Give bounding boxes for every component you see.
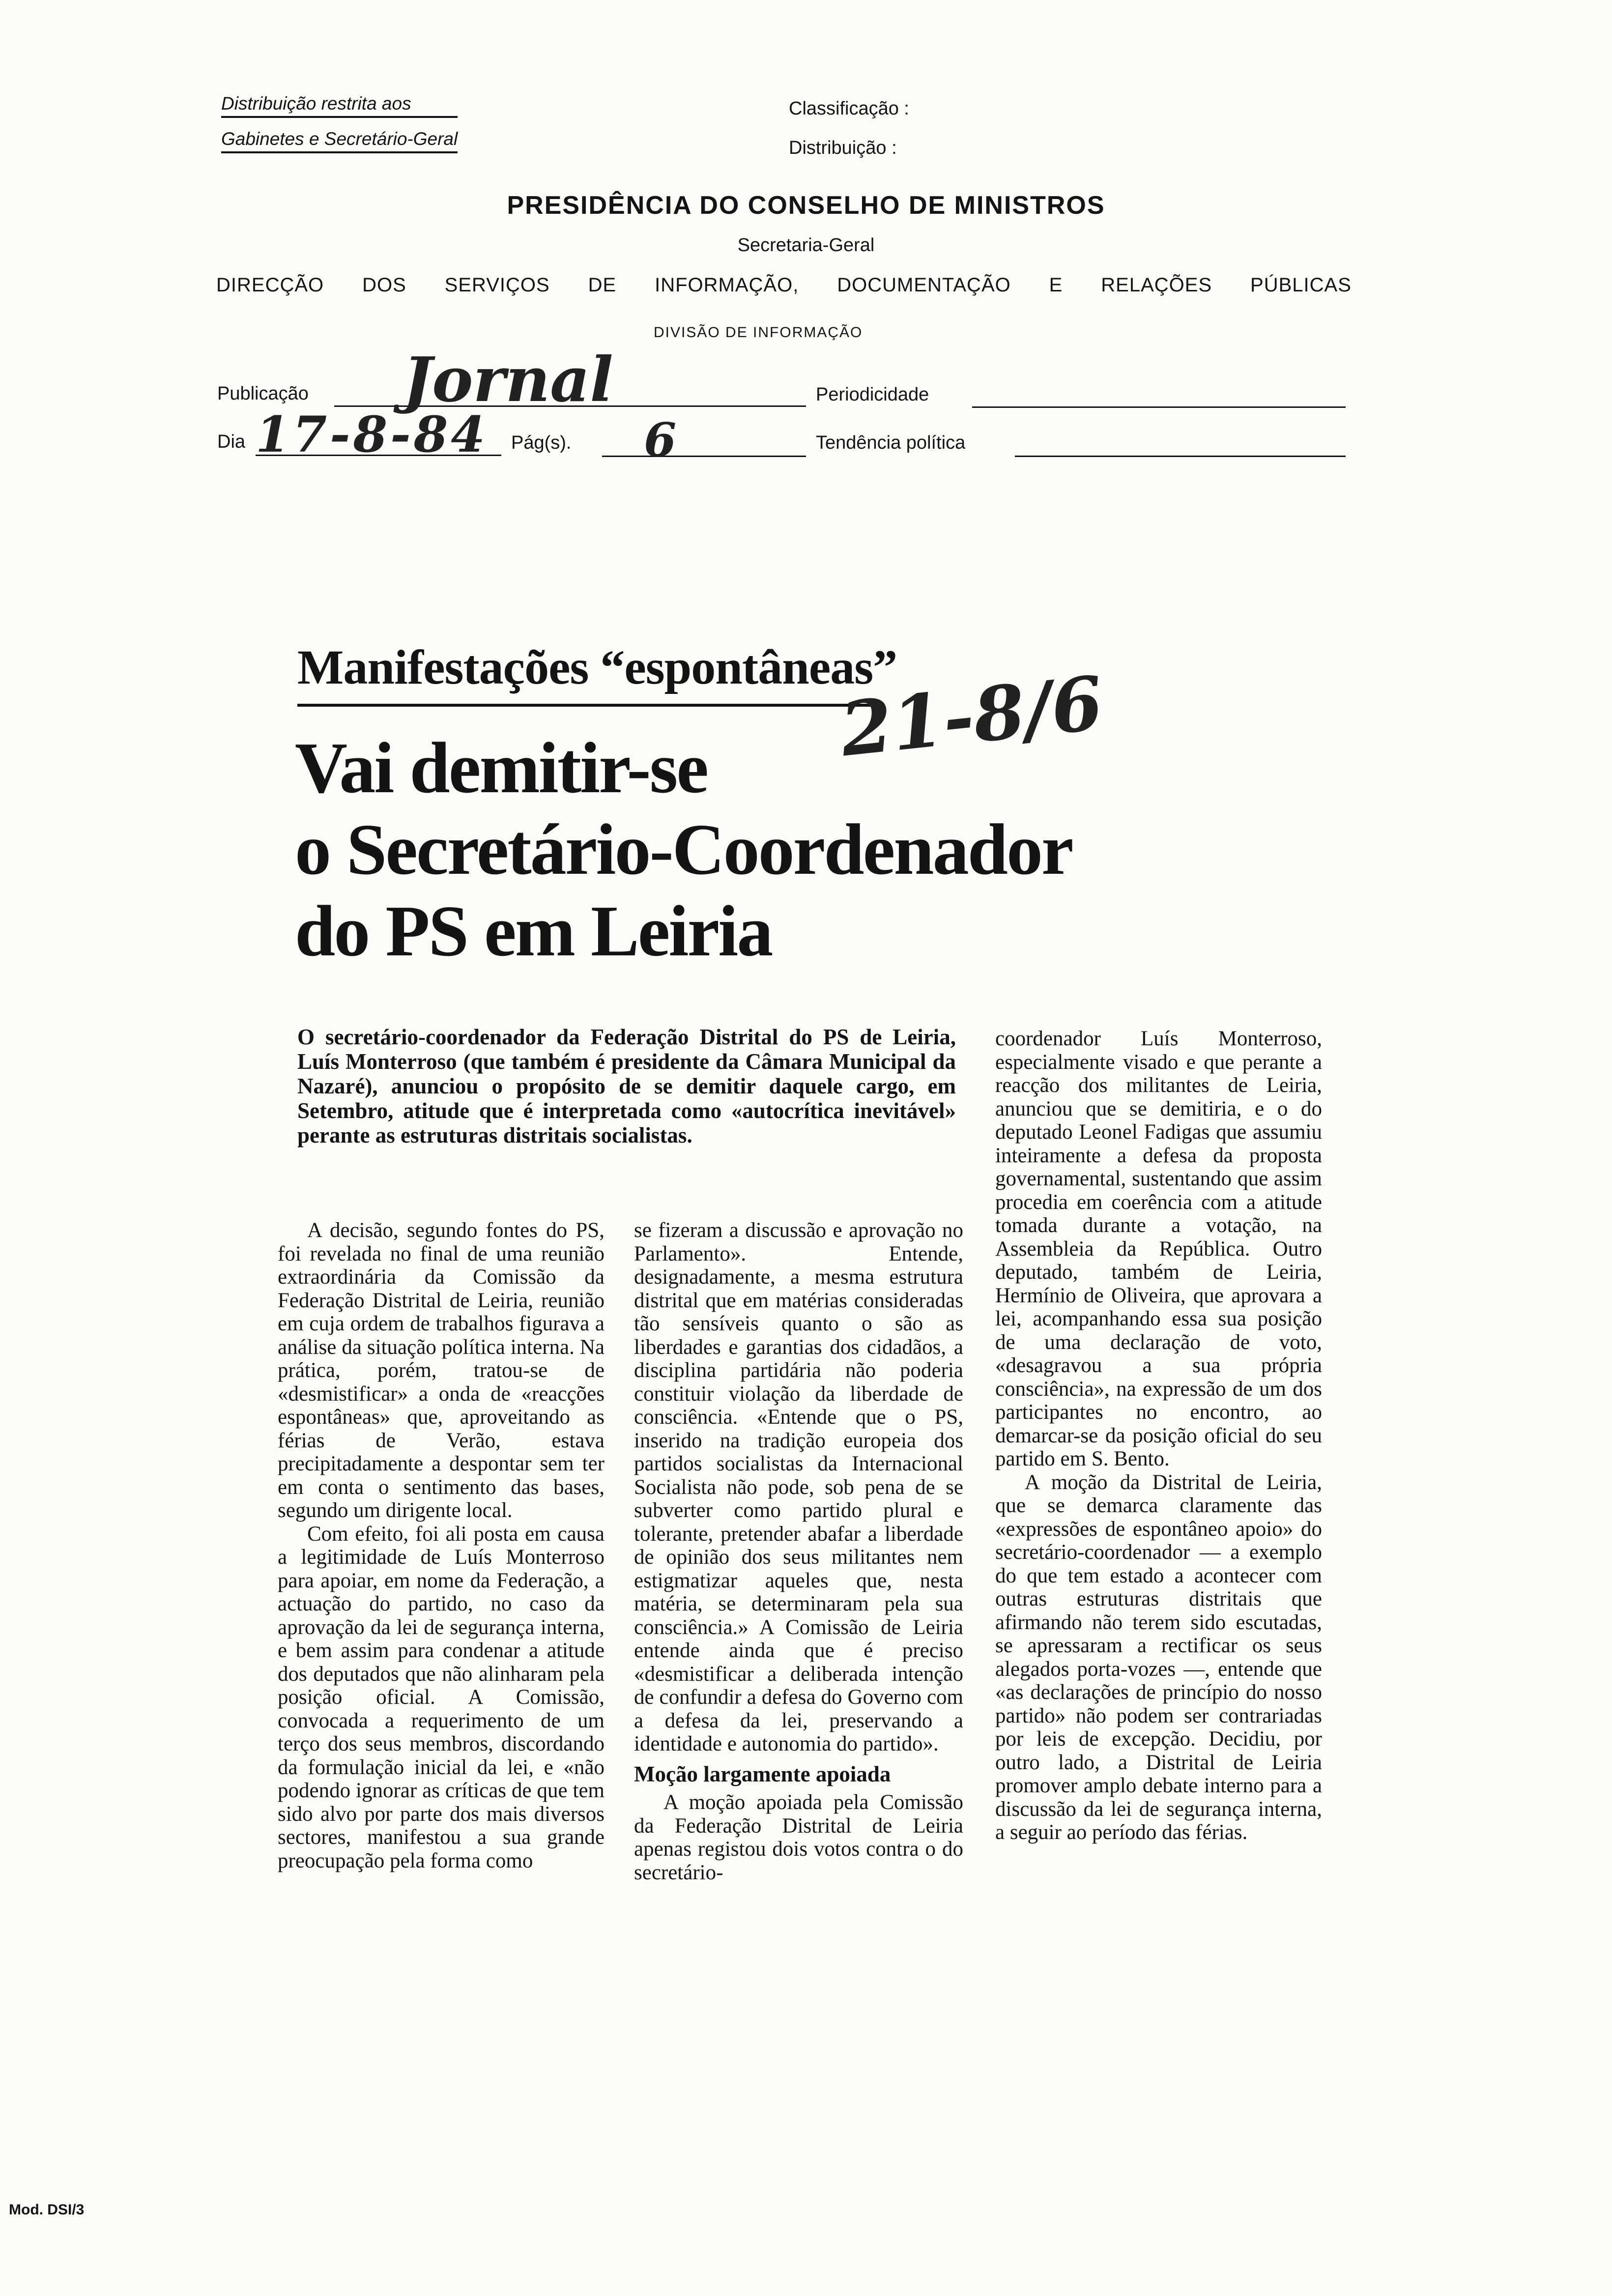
dia-label: Dia bbox=[217, 431, 246, 452]
article-kicker: Manifestações “espontâneas” bbox=[297, 640, 897, 694]
article-column-3 bbox=[995, 1027, 1322, 1844]
form-model-number: Mod. DSI/3 bbox=[9, 2202, 85, 2218]
col2-paragraph-1: se fizeram a discussão e aprovação no Parlamento». Entende, designadamente, a mesma estrutura distrital que em matérias consideradas tão sensíveis quanto o são as liberdades e garantias dos cidadãos, a disciplina partidária não poderia constituir violação da liberdade de consciência. «Entende que o PS, inserido na tradição europeia dos partidos socialistas da Internacional Socialista não pode, sob pena de se subverter como partido plural e tolerante, pretender abafar a liberdade de opinião dos seus militantes nem estigmatizar aqueles que, nesta matéria, se determinaram pela sua consciência.» A Comissão de Leiria entende ainda que é preciso «desmistificar a deliberada intenção de confundir a defesa do Governo com a defesa da lei, preservando a identidade e autonomia do partido». bbox=[634, 1219, 963, 1755]
secretariat-title: Secretaria-Geral bbox=[737, 235, 875, 256]
classificacao-label: Classificação : bbox=[789, 98, 909, 119]
headline-line-2: o Secretário-Coordenador bbox=[295, 809, 1072, 890]
direccao-word: RELAÇÕES bbox=[1101, 274, 1212, 296]
pags-line bbox=[602, 456, 806, 457]
distribuicao-label: Distribuição : bbox=[789, 138, 897, 158]
direccao-word: DOS bbox=[362, 274, 406, 296]
distribution-note bbox=[221, 93, 458, 153]
periodicidade-line bbox=[972, 406, 1346, 408]
dia-handwritten: 17-8-84 bbox=[256, 405, 488, 463]
ministry-title: PRESIDÊNCIA DO CONSELHO DE MINISTROS bbox=[507, 191, 1105, 220]
direccao-word: DIRECÇÃO bbox=[216, 274, 324, 296]
divisao-label: DIVISÃO DE INFORMAÇÃO bbox=[654, 324, 863, 341]
col2-subheading: Moção largamente apoiada bbox=[634, 1761, 891, 1786]
pags-label: Pág(s). bbox=[511, 432, 572, 453]
tendencia-line bbox=[1015, 456, 1346, 457]
pags-handwritten: 6 bbox=[644, 413, 677, 467]
direccao-word: SERVIÇOS bbox=[444, 274, 550, 296]
col1-paragraph-2: Com efeito, foi ali posta em causa a legitimidade de Luís Monterroso para apoiar, em nome da Federação, a actuação do partido, no caso da aprovação da lei de segurança interna, e bem assim para condenar a atitude dos deputados que não alinharam pela posição oficial. A Comissão, convocada a requerimento de um terço dos seus membros, discordando da formulação inicial da lei, e «não podendo ignorar as críticas de que tem sido alvo por parte dos mais diversos sectores, manifestou a sua grande preocupação pela forma como bbox=[278, 1522, 604, 1872]
headline-line-1: Vai demitir-se bbox=[295, 728, 707, 808]
distribution-line-2: Gabinetes e Secretário-Geral bbox=[221, 129, 458, 153]
handwritten-annotation: 21-8/6 bbox=[836, 660, 1107, 774]
col3-paragraph-2: A moção da Distrital de Leiria, que se demarca claramente das «expressões de espontâneo apoio» do secretário-coordenador — a exemplo do que tem estado a acontecer com outras estruturas distritais que afirmando não terem sido escutadas, se apressaram a rectificar os seus alegados porta-vozes —, entende que «as declarações de princípio do nosso partido» não podem ser contrariadas por leis de excepção. Decidiu, por outro lado, a Distrital de Leiria promover amplo debate interno para a discussão da lei de segurança interna, a seguir ao período das férias. bbox=[995, 1470, 1322, 1844]
col1-paragraph-1: A decisão, segundo fontes do PS, foi revelada no final de uma reunião extraordinária da Comissão da Federação Distrital de Leiria, reunião em cuja ordem de trabalhos figurava a análise da situação política interna. Na prática, porém, tratou-se de «desmistificar» a onda de «reacções espontâneas» que, aproveitando as férias de Verão, estava precipitadamente a despontar sem ter em conta o sentimento das bases, segundo um dirigente local. bbox=[278, 1219, 604, 1522]
col3-paragraph-1: coordenador Luís Monterroso, especialmente visado e que perante a reacção dos militantes de Leiria, anunciou que se demitiria, e o do deputado Leonel Fadigas que assumiu inteiramente a defesa da proposta governamental, sustentando que assim procedia em coerência com a atitude tomada durante a votação, na Assembleia da República. Outro deputado, também de Leiria, Hermínio de Oliveira, que aprovara a lei, acompanhando essa sua posição de uma declaração de voto, «desagravou a sua própria consciência», na expressão de um dos participantes no encontro, ao demarcar-se da posição oficial do seu partido em S. Bento. bbox=[995, 1027, 1322, 1470]
direccao-word: DOCUMENTAÇÃO bbox=[837, 274, 1011, 296]
direccao-word: E bbox=[1049, 274, 1063, 296]
kicker-rule bbox=[297, 704, 882, 707]
periodicidade-label: Periodicidade bbox=[816, 384, 929, 405]
col2-paragraph-2: A moção apoiada pela Comissão da Federação Distrital de Leiria apenas registou dois votos contra o do secretário- bbox=[634, 1791, 963, 1884]
direccao-word: DE bbox=[588, 274, 617, 296]
article-column-2 bbox=[634, 1219, 963, 1884]
article-headline bbox=[295, 727, 1072, 972]
publicacao-handwritten: Jornal bbox=[403, 344, 613, 416]
distribution-line-1: Distribuição restrita aos bbox=[221, 93, 458, 118]
headline-line-3: do PS em Leiria bbox=[295, 891, 772, 972]
direccao-word: PÚBLICAS bbox=[1250, 274, 1352, 296]
publicacao-label: Publicação bbox=[217, 383, 309, 404]
article-column-1 bbox=[278, 1219, 604, 1872]
article-lead: O secretário-coordenador da Federação Distrital do PS de Leiria, Luís Monterroso (que também é presidente da Câmara Municipal da Nazaré), anunciou o propósito de se demitir daquele cargo, em Setembro, atitude que é interpretada como «autocrítica inevitável» perante as estruturas distritais socialistas. bbox=[297, 1025, 956, 1148]
direccao-word: INFORMAÇÃO, bbox=[655, 274, 799, 296]
tendencia-label: Tendência política bbox=[816, 432, 966, 453]
direccao-line bbox=[216, 274, 1352, 296]
